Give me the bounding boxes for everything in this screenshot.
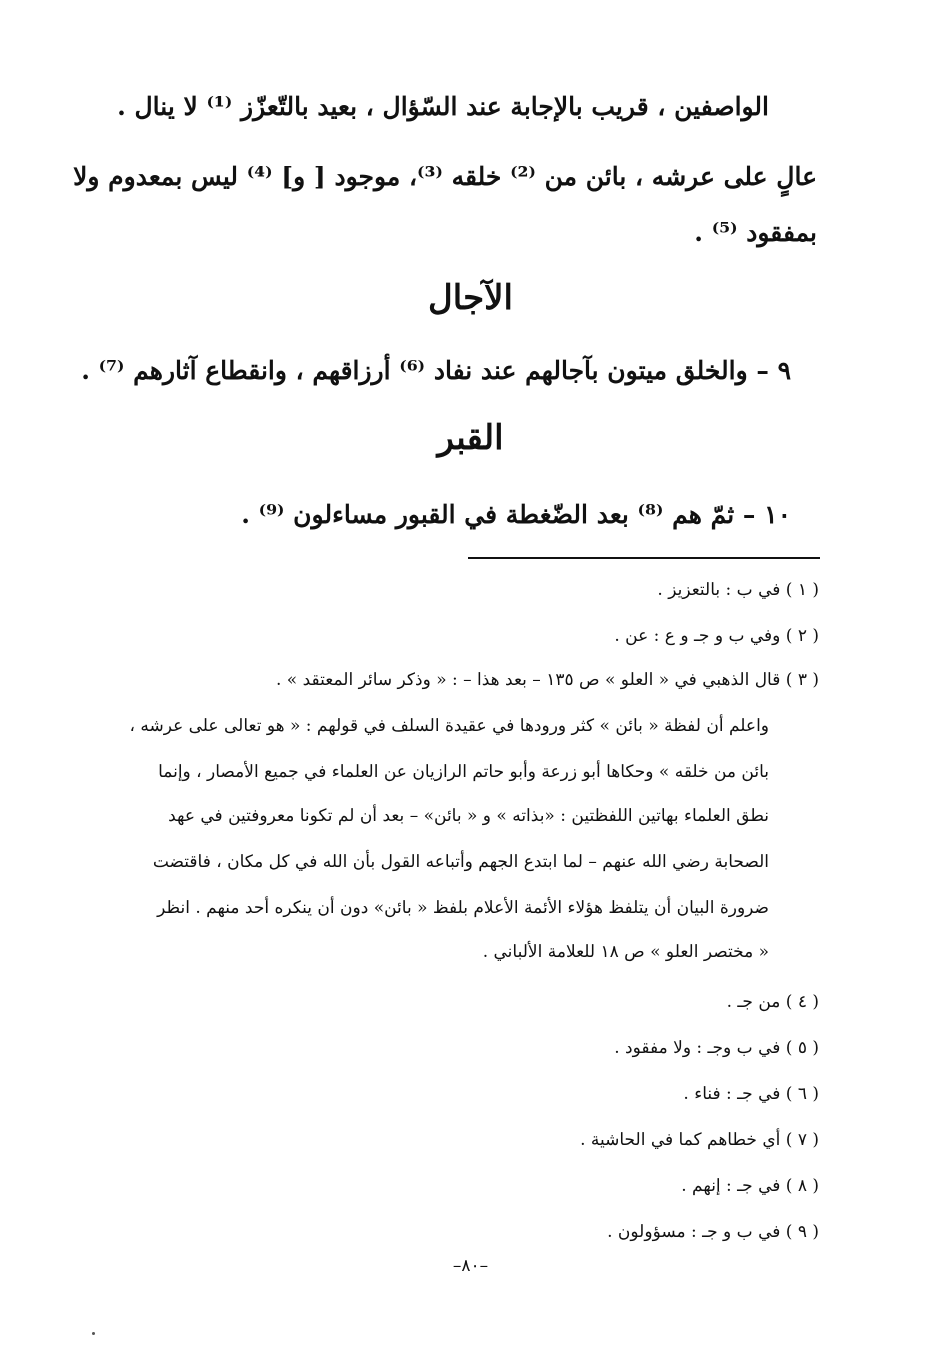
footnote-3-line-7: « مختصر العلو » ص ١٨ للعلامة الألباني .	[482, 942, 769, 962]
footnote-3-line-4: نطق العلماء بهاتين اللفظتين : «بذاته » و « بائن» – بعد أن لم تكونا معروفتين في عهد	[168, 806, 769, 826]
paragraph-10: ١٠ – ثمّ هم ⁽⁸⁾ بعد الضّغطة في القبور مساءلون ⁽⁹⁾ .	[241, 500, 791, 529]
page-number: –٨٠–	[452, 1256, 489, 1276]
footnote-4: ( ٤ ) من جـ .	[726, 992, 819, 1012]
footnote-7: ( ٧ ) أي خطاهم كما في الحاشية .	[580, 1130, 819, 1150]
footnote-6: ( ٦ ) في جـ : فناء .	[683, 1084, 819, 1104]
footnote-3-line-3: بائن من خلقه » وحكاها أبو زرعة وأبو حاتم الرازيان عن العلماء في جميع الأمصار ، وإنما	[158, 762, 769, 782]
footnote-3-line-2: واعلم أن لفظة « بائن » كثر ورودها في عقيدة السلف في قولهم : « هو تعالى على عرشه ،	[129, 716, 769, 736]
footnote-3: ( ٣ ) قال الذهبي في « العلو » ص ١٣٥ – بعد هذا – : « وذكر سائر المعتقد » .	[276, 670, 819, 690]
footnote-8: ( ٨ ) في جـ : إنهم .	[681, 1176, 819, 1196]
footnote-3-line-6: ضرورة البيان أن يتلفظ هؤلاء الأئمة الأعلام بلفظ « بائن» دون أن ينكره أحد منهم . انظر	[157, 898, 769, 918]
footnote-5: ( ٥ ) في ب وجـ : ولا مفقود .	[614, 1038, 819, 1058]
paragraph-9: ٩ – والخلق ميتون بآجالهم عند نفاد ⁽⁶⁾ أرزاقهم ، وانقطاع آثارهم ⁽⁷⁾ .	[81, 356, 791, 385]
footnote-divider	[468, 557, 820, 559]
scan-speck	[92, 1332, 95, 1335]
footnote-1: ( ١ ) في ب : بالتعزيز .	[657, 580, 819, 600]
body-line-1: الواصفين ، قريب بالإجابة عند السّؤال ، بعيد بالتّعزّز ⁽¹⁾ لا ينال .	[117, 92, 769, 121]
body-line-2: عالٍ على عرشه ، بائن من ⁽²⁾ خلقه ⁽³⁾، موجود [ و] ⁽⁴⁾ ليس بمعدوم ولا	[73, 162, 817, 191]
heading-ajal: الآجال	[428, 278, 513, 318]
heading-qabr: القبر	[437, 418, 504, 458]
footnote-2: ( ٢ ) وفي ب و جـ و ع : عن .	[614, 626, 819, 646]
footnote-3-line-5: الصحابة رضي الله عنهم – لما ابتدع الجهم وأتباعه القول بأن الله في كل مكان ، فاقتضت	[152, 852, 769, 872]
body-line-3: بمفقود ⁽⁵⁾ .	[694, 218, 817, 247]
footnote-9: ( ٩ ) في ب و جـ : مسؤولون .	[607, 1222, 819, 1242]
